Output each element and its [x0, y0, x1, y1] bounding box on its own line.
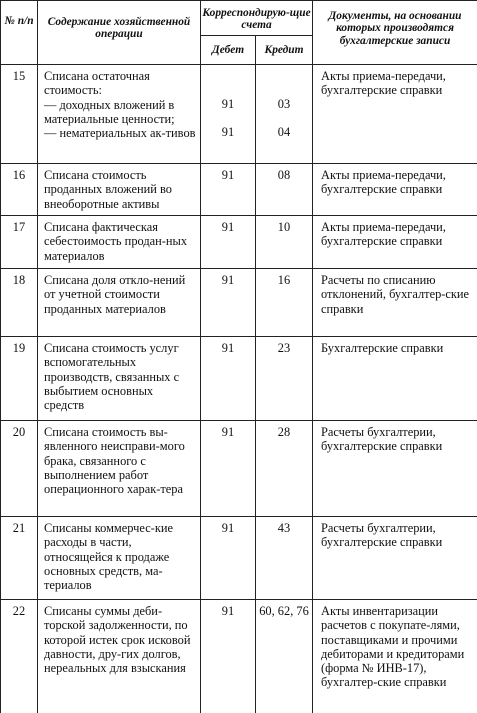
- table-row: [1, 337, 477, 421]
- row-operation: [38, 65, 201, 164]
- header-documents: Документы, на основании которых производятся бухгалтерские записи: [313, 1, 477, 65]
- row-num: 16: [1, 164, 38, 216]
- row-num: 17: [1, 216, 38, 269]
- row-num: 15: [1, 65, 38, 164]
- table-header-row: [1, 1, 477, 36]
- header-num: № п/п: [1, 1, 38, 65]
- row-num: 18: [1, 269, 38, 337]
- header-debit: Дебет: [201, 36, 256, 65]
- row-debit: [201, 65, 256, 164]
- row-credit: 10: [256, 216, 313, 269]
- table-row: [1, 164, 477, 216]
- debit-value: 91: [221, 125, 235, 140]
- operation-line: — нематериальных ак-тивов: [44, 126, 196, 141]
- row-operation: [38, 600, 201, 713]
- row-debit: 91: [201, 421, 256, 517]
- row-credit: 60, 62, 76: [256, 600, 313, 713]
- operation-line: Списаны коммерчес-кие расходы в части, относящейся к продаже основных средств, ма-териалов: [44, 521, 173, 593]
- table-row: [1, 269, 477, 337]
- operation-line: Списаны суммы деби-торской задолженности, по которой истек срок исковой давности, дру-гих долгов, нереальных для взыскания: [44, 604, 191, 676]
- table-row: [1, 517, 477, 600]
- row-debit: 91: [201, 600, 256, 713]
- operation-line: Списана доля откло-нений от учетной стоимости проданных материалов: [44, 273, 186, 316]
- row-num: 19: [1, 337, 38, 421]
- row-num: 20: [1, 421, 38, 517]
- operation-line: Списана остаточная стоимость:: [44, 69, 150, 98]
- row-credit: 43: [256, 517, 313, 600]
- table-row: [1, 216, 477, 269]
- row-document: Расчеты по списанию отклонений, бухгалтер-ские справки: [313, 269, 477, 337]
- debit-value: 91: [221, 97, 235, 111]
- row-debit: 91: [201, 337, 256, 421]
- operation-line: Списана стоимость проданных вложений во внеоборотные активы: [44, 168, 172, 211]
- row-operation: [38, 517, 201, 600]
- row-operation: [38, 337, 201, 421]
- row-document: Акты приема-передачи, бухгалтерские справки: [313, 216, 477, 269]
- row-credit: 23: [256, 337, 313, 421]
- header-corresponding-accounts: Корреспондирую-щие счета: [201, 1, 313, 36]
- operation-line: Списана фактическая себестоимость продан-ных материалов: [44, 220, 188, 263]
- row-document: Расчеты бухгалтерии, бухгалтерские справки: [313, 517, 477, 600]
- credit-value: 04: [277, 125, 291, 140]
- row-credit: 16: [256, 269, 313, 337]
- row-document: Акты приема-передачи, бухгалтерские справки: [313, 164, 477, 216]
- row-num: 21: [1, 517, 38, 600]
- row-document: Акты инвентаризации расчетов с покупате-лями, поставщиками и прочими дебиторами и кредиторами (форма № ИНВ-17), бухгалтер-ские справки: [313, 600, 477, 713]
- operation-line: Списана стоимость услуг вспомогательных производств, связанных с выбытием основных средств: [44, 341, 180, 413]
- row-operation: [38, 164, 201, 216]
- row-debit: 91: [201, 164, 256, 216]
- row-document: Акты приема-передачи, бухгалтерские справки: [313, 65, 477, 164]
- operation-line: — доходных вложений в материальные ценности;: [44, 97, 175, 126]
- row-credit: 28: [256, 421, 313, 517]
- operation-line: Списана стоимость вы-явленного неисправи-мого брака, связанного с выполнением работ операционного харак-тера: [44, 425, 185, 497]
- table-row: [1, 65, 477, 164]
- row-credit: [256, 65, 313, 164]
- row-document: Бухгалтерские справки: [313, 337, 477, 421]
- row-operation: [38, 269, 201, 337]
- row-operation: [38, 421, 201, 517]
- credit-value: 03: [277, 97, 291, 111]
- row-debit: 91: [201, 269, 256, 337]
- row-operation: [38, 216, 201, 269]
- row-debit: 91: [201, 517, 256, 600]
- header-credit: Кредит: [256, 36, 313, 65]
- row-credit: 08: [256, 164, 313, 216]
- table-row: [1, 600, 477, 713]
- table-row: [1, 421, 477, 517]
- header-content: Содержание хозяйственной операции: [38, 1, 201, 65]
- row-document: Расчеты бухгалтерии, бухгалтерские справки: [313, 421, 477, 517]
- row-num: 22: [1, 600, 38, 713]
- row-debit: 91: [201, 216, 256, 269]
